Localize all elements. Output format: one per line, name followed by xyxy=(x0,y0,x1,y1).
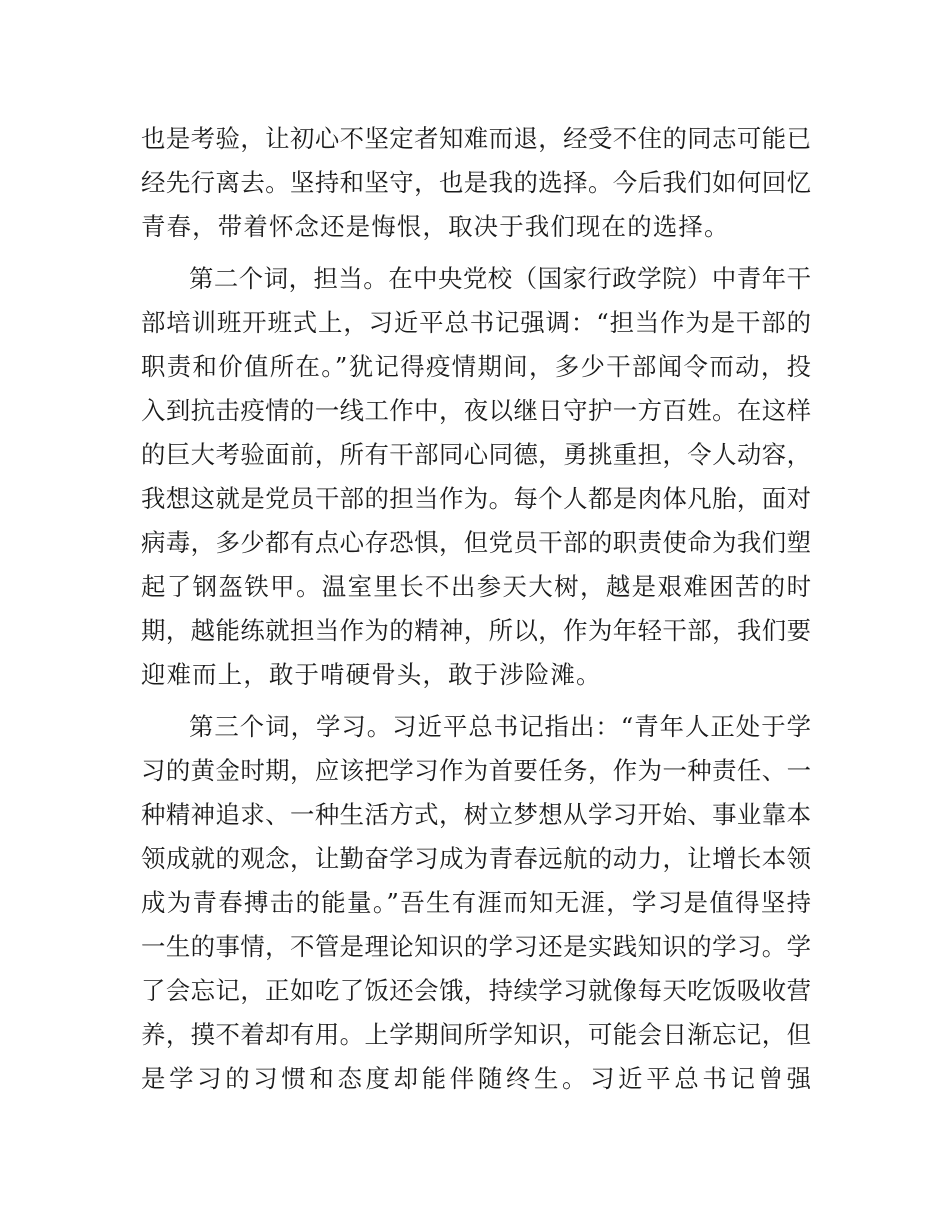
text-line: 病毒，多少都有点心存恐惧，但党员干部的职责使命为我们塑 xyxy=(141,528,811,557)
text-line: 习的黄金时期，应该把学习作为首要任务，作为一种责任、一 xyxy=(141,756,811,785)
text-line: 种精神追求、一种生活方式，树立梦想从学习开始、事业靠本 xyxy=(141,800,811,829)
text-line: 职责和价值所在。”犹记得疫情期间，多少干部闻令而动，投 xyxy=(141,352,811,381)
text-line: 我想这就是党员干部的担当作为。每个人都是肉体凡胎，面对 xyxy=(141,484,811,513)
text-line: 第二个词，担当。在中央党校（国家行政学院）中青年干 xyxy=(189,264,811,293)
text-line: 期，越能练就担当作为的精神，所以，作为年轻干部，我们要 xyxy=(141,616,811,645)
paragraph xyxy=(141,705,811,1101)
text-line: 第三个词，学习。习近平总书记指出：“青年人正处于学 xyxy=(189,712,811,741)
paragraph-spacing xyxy=(141,697,811,705)
text-line: 迎难而上，敢于啃硬骨头，敢于涉险滩。 xyxy=(141,660,602,689)
text-line: 的巨大考验面前，所有干部同心同德，勇挑重担，令人动容， xyxy=(141,440,811,469)
text-line: 一生的事情，不管是理论知识的学习还是实践知识的学习。学 xyxy=(141,932,811,961)
text-line: 了会忘记，正如吃了饭还会饿，持续学习就像每天吃饭吸收营 xyxy=(141,976,811,1005)
text-line: 也是考验，让初心不坚定者知难而退，经受不住的同志可能已 xyxy=(141,124,811,153)
text-line: 养，摸不着却有用。上学期间所学知识，可能会日渐忘记，但 xyxy=(141,1020,811,1049)
paragraph xyxy=(141,257,811,697)
paragraph-spacing xyxy=(141,249,811,257)
text-line: 部培训班开班式上，习近平总书记强调：“担当作为是干部的 xyxy=(141,308,811,337)
text-line: 入到抗击疫情的一线工作中，夜以继日守护一方百姓。在这样 xyxy=(141,396,811,425)
text-line: 青春，带着怀念还是悔恨，取决于我们现在的选择。 xyxy=(141,212,730,241)
text-line: 成为青春搏击的能量。”吾生有涯而知无涯，学习是值得坚持 xyxy=(141,888,811,917)
paragraph xyxy=(141,117,811,249)
text-line: 领成就的观念，让勤奋学习成为青春远航的动力，让增长本领 xyxy=(141,844,811,873)
document-body xyxy=(141,117,811,1101)
text-line: 是学习的习惯和态度却能伴随终生。习近平总书记曾强 xyxy=(141,1064,811,1093)
text-line: 经先行离去。坚持和坚守，也是我的选择。今后我们如何回忆 xyxy=(141,168,811,197)
text-line: 起了钢盔铁甲。温室里长不出参天大树，越是艰难困苦的时 xyxy=(141,572,811,601)
